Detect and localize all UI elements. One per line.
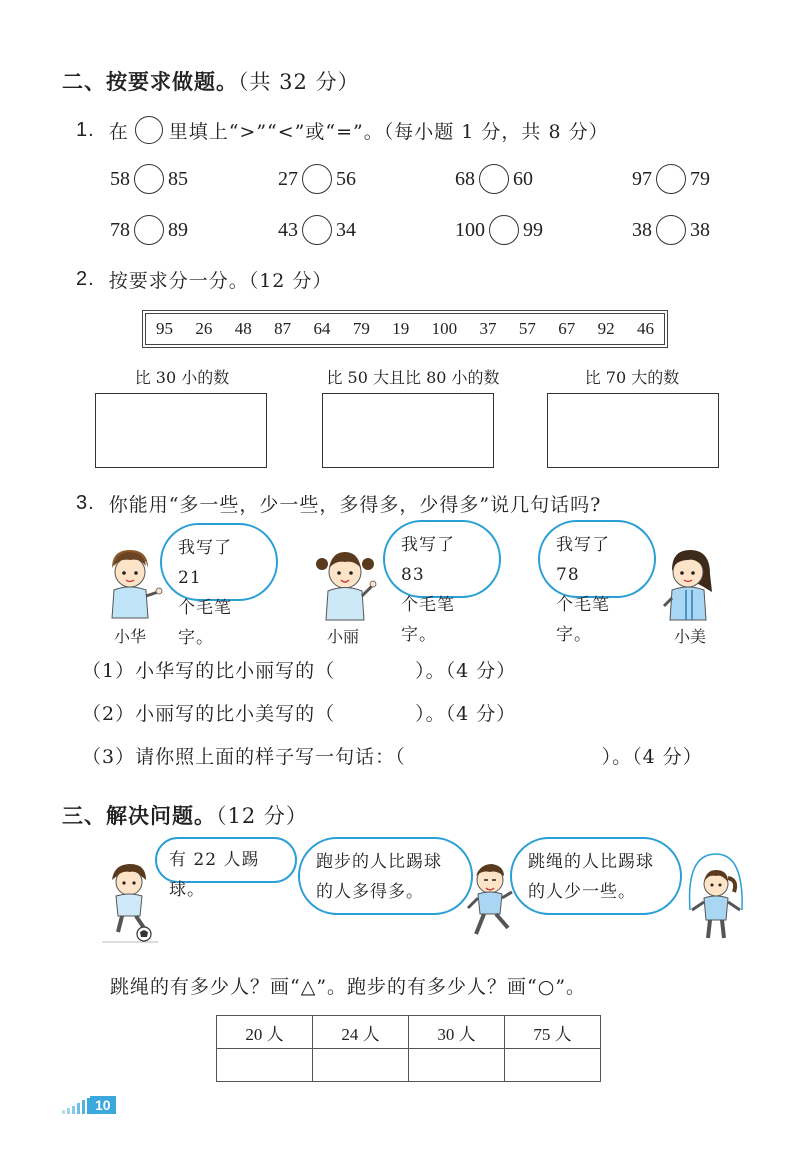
page-bars-icon xyxy=(62,1098,90,1114)
question-3 xyxy=(76,490,601,517)
bubble-line: 个毛笔字。 xyxy=(556,595,610,645)
compare-item: 100 99 xyxy=(455,215,543,245)
compare-circle[interactable] xyxy=(656,215,686,245)
number-item: 37 xyxy=(479,319,497,338)
bubble-line: 的人少一些。 xyxy=(528,882,636,902)
number-item: 57 xyxy=(518,319,536,338)
sub-question-end: ）。（4 分） xyxy=(415,660,517,682)
table-header-row xyxy=(217,1016,601,1049)
speech-bubble-xiaomei xyxy=(538,520,656,645)
speech-bubble-soccer xyxy=(155,837,297,900)
compare-item: 97 79 xyxy=(632,164,710,194)
question-1 xyxy=(76,116,609,144)
question-1-text-b: 里填上“>”“<”或“=”。（每小题 1 分，共 8 分） xyxy=(168,120,609,143)
table-answer-cell[interactable] xyxy=(505,1049,601,1082)
speech-bubble-xiaoli xyxy=(383,520,501,645)
soccer-boy-illustration xyxy=(100,862,160,944)
bubble-line: 跑步的人比踢球 xyxy=(316,852,442,872)
table-header-cell: 24 人 xyxy=(313,1016,409,1049)
number-item: 67 xyxy=(558,319,576,338)
number-item: 95 xyxy=(156,319,173,338)
number-item: 48 xyxy=(234,319,252,338)
compare-item: 43 34 xyxy=(278,215,356,245)
compare-item: 27 56 xyxy=(278,164,356,194)
bubble-line: 我写了 21 xyxy=(178,538,232,588)
compare-item: 38 38 xyxy=(632,215,710,245)
table-answer-cell[interactable] xyxy=(217,1049,313,1082)
section-3-question: 跳绳的有多少人？画“△”。跑步的有多少人？画“○”。 xyxy=(110,976,587,998)
question-3-number: 3. xyxy=(76,492,95,514)
answer-box-greater-70[interactable] xyxy=(547,393,719,468)
bubble-line: 跳绳的人比踢球 xyxy=(528,852,654,872)
table-answer-cell[interactable] xyxy=(409,1049,505,1082)
section-2-points: （共 32 分） xyxy=(238,70,360,94)
girl-xiaomei-illustration xyxy=(658,546,718,626)
bubble-line: 个毛笔字。 xyxy=(401,595,455,645)
number-item: 100 xyxy=(431,319,458,338)
page-footer xyxy=(62,1096,116,1114)
question-2 xyxy=(76,266,332,293)
name-xiaoli: 小丽 xyxy=(327,627,360,646)
answer-blank[interactable] xyxy=(335,656,415,683)
compare-circle[interactable] xyxy=(134,164,164,194)
compare-circle[interactable] xyxy=(302,164,332,194)
section-2-title xyxy=(62,66,360,96)
question-1-text-a: 在 xyxy=(108,120,129,143)
compare-circle[interactable] xyxy=(656,164,686,194)
answer-box-50-80[interactable] xyxy=(322,393,494,468)
speech-bubble-jump-rope xyxy=(510,837,682,915)
section-2-title-text: 二、按要求做题。 xyxy=(62,70,238,94)
number-item: 92 xyxy=(597,319,615,338)
section-3-title xyxy=(62,800,308,830)
page-number: 10 xyxy=(90,1096,116,1114)
number-item: 46 xyxy=(637,319,654,338)
table-header-cell: 30 人 xyxy=(409,1016,505,1049)
name-xiaohua: 小华 xyxy=(114,627,147,646)
compare-circle[interactable] xyxy=(134,215,164,245)
sub-question-2 xyxy=(82,699,516,726)
question-3-text: 你能用“多一些，少一些，多得多，少得多”说几句话吗? xyxy=(108,494,602,516)
number-box xyxy=(145,313,665,345)
sub-question-end: ）。（4 分） xyxy=(415,703,517,725)
bubble-line: 的人多得多。 xyxy=(316,882,424,902)
table-answer-row xyxy=(217,1049,601,1082)
sub-question-label: （3）请你照上面的样子写一句话：（ xyxy=(82,746,406,768)
number-item: 26 xyxy=(195,319,213,338)
sub-question-label: （2）小丽写的比小美写的（ xyxy=(82,703,336,725)
compare-item: 78 89 xyxy=(110,215,188,245)
answer-table xyxy=(216,1015,601,1082)
question-1-number: 1. xyxy=(76,118,95,141)
sub-question-label: （1）小华写的比小丽写的（ xyxy=(82,660,336,682)
bubble-line: 个毛笔字。 xyxy=(178,598,232,648)
sub-question-1 xyxy=(82,656,516,683)
compare-item: 68 60 xyxy=(455,164,533,194)
table-answer-cell[interactable] xyxy=(313,1049,409,1082)
bubble-line: 我写了 78 xyxy=(556,535,610,585)
question-2-number: 2. xyxy=(76,268,95,290)
jump-rope-girl-illustration xyxy=(682,850,748,946)
compare-circle-example xyxy=(135,116,163,144)
answer-box-less-30[interactable] xyxy=(95,393,267,468)
category-label-50-80: 比 50 大且比 80 小的数 xyxy=(326,368,500,387)
name-xiaomei: 小美 xyxy=(674,627,707,646)
boy-xiaohua-illustration xyxy=(100,546,164,626)
speech-bubble-xiaohua xyxy=(160,523,278,648)
number-item: 64 xyxy=(313,319,331,338)
section-3-points: （12 分） xyxy=(216,804,308,828)
question-2-text: 按要求分一分。（12 分） xyxy=(108,270,333,292)
bubble-line: 我写了 83 xyxy=(401,535,455,585)
table-header-cell: 75 人 xyxy=(505,1016,601,1049)
compare-circle[interactable] xyxy=(489,215,519,245)
answer-blank[interactable] xyxy=(406,742,602,769)
sub-question-end: ）。（4 分） xyxy=(601,746,703,768)
sub-question-3 xyxy=(82,742,703,769)
girl-xiaoli-illustration xyxy=(310,546,380,626)
speech-bubble-running xyxy=(298,837,473,915)
category-label-less-30: 比 30 小的数 xyxy=(134,368,230,387)
number-item: 87 xyxy=(274,319,292,338)
compare-item: 58 85 xyxy=(110,164,188,194)
section-3-title-text: 三、解决问题。 xyxy=(62,804,216,828)
compare-circle[interactable] xyxy=(479,164,509,194)
category-label-greater-70: 比 70 大的数 xyxy=(584,368,680,387)
number-item: 19 xyxy=(392,319,410,338)
number-item: 79 xyxy=(352,319,370,338)
bubble-line: 有 22 人踢球。 xyxy=(169,850,260,900)
answer-blank[interactable] xyxy=(335,699,415,726)
compare-circle[interactable] xyxy=(302,215,332,245)
table-header-cell: 20 人 xyxy=(217,1016,313,1049)
